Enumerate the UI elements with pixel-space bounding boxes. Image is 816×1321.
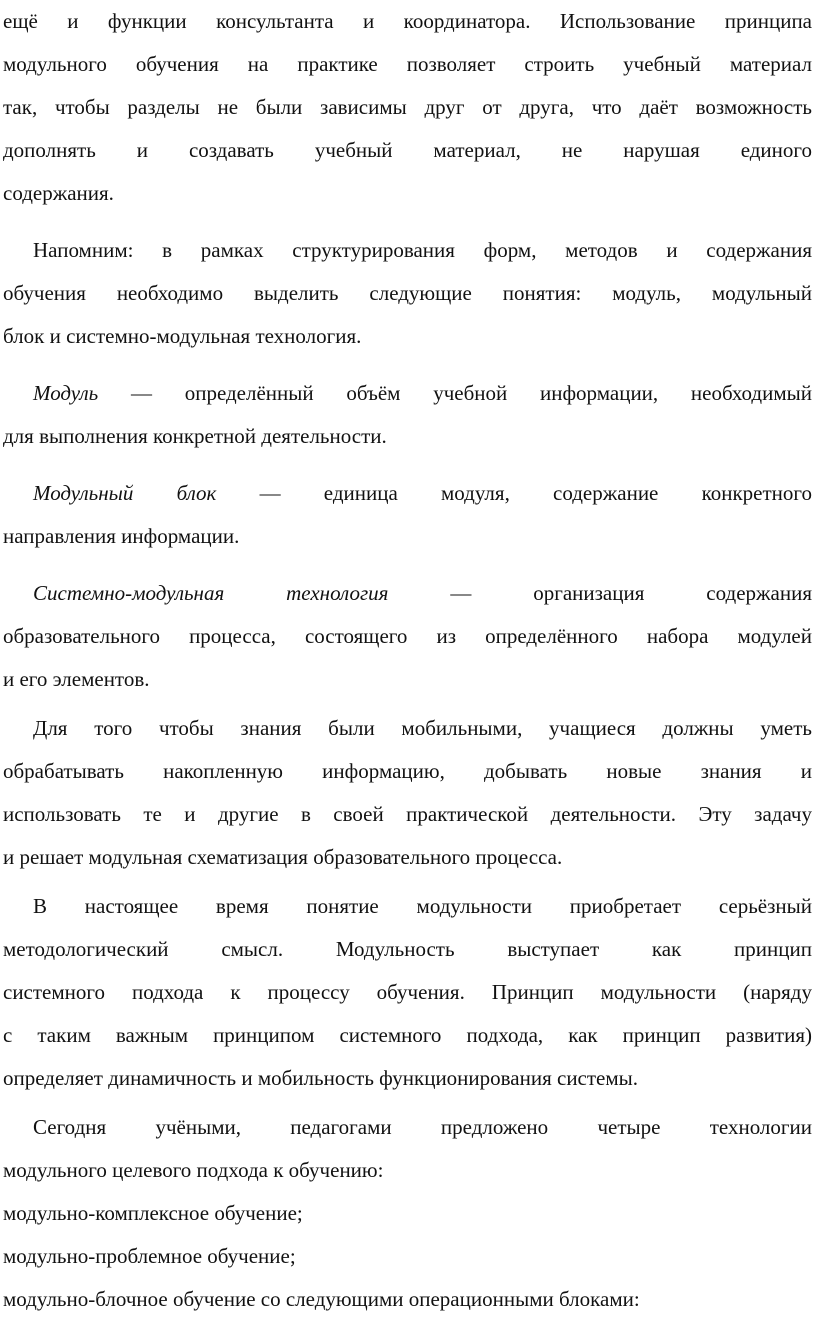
paragraph	[3, 0, 812, 215]
text-line	[3, 472, 812, 515]
text-line: модульного обучения на практике позволяет строить учебный материал	[3, 52, 812, 76]
technology-list	[3, 1192, 812, 1321]
text-line: обрабатывать накопленную информацию, добывать новые знания и	[3, 759, 812, 783]
text-line: системного подхода к процессу обучения. Принцип модульности (наряду	[3, 980, 812, 1004]
text-line: дополнять и создавать учебный материал, не нарушая единого	[3, 138, 812, 162]
text-line: и его элементов.	[3, 667, 150, 691]
document-page	[3, 0, 812, 1321]
definition-text: — единица модуля, содержание конкретного	[216, 481, 812, 505]
text-line: так, чтобы разделы не были зависимы друг от друга, что даёт возможность	[3, 95, 812, 119]
list-item: модульно-блочное обучение со следующими операционными блоками:	[3, 1287, 640, 1311]
text-line: направления информации.	[3, 524, 240, 548]
term: Модульный блок	[33, 481, 217, 505]
text-line: Напомним: в рамках структурирования форм, методов и содержания	[33, 238, 812, 262]
text-line: В настоящее время понятие модульности приобретает серьёзный	[33, 894, 812, 918]
text-line: с таким важным принципом системного подхода, как принцип развития)	[3, 1023, 812, 1047]
term: Модуль	[33, 381, 99, 405]
definition-text: — определённый объём учебной информации, необходимый	[98, 381, 812, 405]
text-line: использовать те и другие в своей практической деятельности. Эту задачу	[3, 802, 812, 826]
text-line: образовательного процесса, состоящего из определённого набора модулей	[3, 624, 812, 648]
paragraph	[3, 707, 812, 879]
text-line	[3, 372, 812, 415]
definition-text: — организация содержания	[388, 581, 812, 605]
text-line: ещё и функции консультанта и координатора. Использование принципа	[3, 9, 812, 33]
definition-paragraph	[3, 572, 812, 701]
list-item: модульно-проблемное обучение;	[3, 1244, 296, 1268]
text-line: обучения необходимо выделить следующие понятия: модуль, модульный	[3, 281, 812, 305]
definition-paragraph	[3, 372, 812, 458]
text-line: и решает модульная схематизация образовательного процесса.	[3, 845, 563, 869]
text-line: для выполнения конкретной деятельности.	[3, 424, 387, 448]
text-line: Для того чтобы знания были мобильными, учащиеся должны уметь	[33, 716, 812, 740]
text-line: определяет динамичность и мобильность функционирования системы.	[3, 1066, 639, 1090]
text-line: содержания.	[3, 181, 114, 205]
text-line: методологический смысл. Модульность выступает как принцип	[3, 937, 812, 961]
term: Системно-модульная технология	[33, 581, 389, 605]
paragraph	[3, 229, 812, 358]
list-item: модульно-комплексное обучение;	[3, 1201, 303, 1225]
paragraph	[3, 885, 812, 1100]
text-line	[3, 572, 812, 615]
text-line: модульного целевого подхода к обучению:	[3, 1158, 384, 1182]
text-line: Сегодня учёными, педагогами предложено четыре технологии	[33, 1115, 812, 1139]
text-line: блок и системно-модульная технология.	[3, 324, 362, 348]
definition-paragraph	[3, 472, 812, 558]
paragraph	[3, 1106, 812, 1192]
